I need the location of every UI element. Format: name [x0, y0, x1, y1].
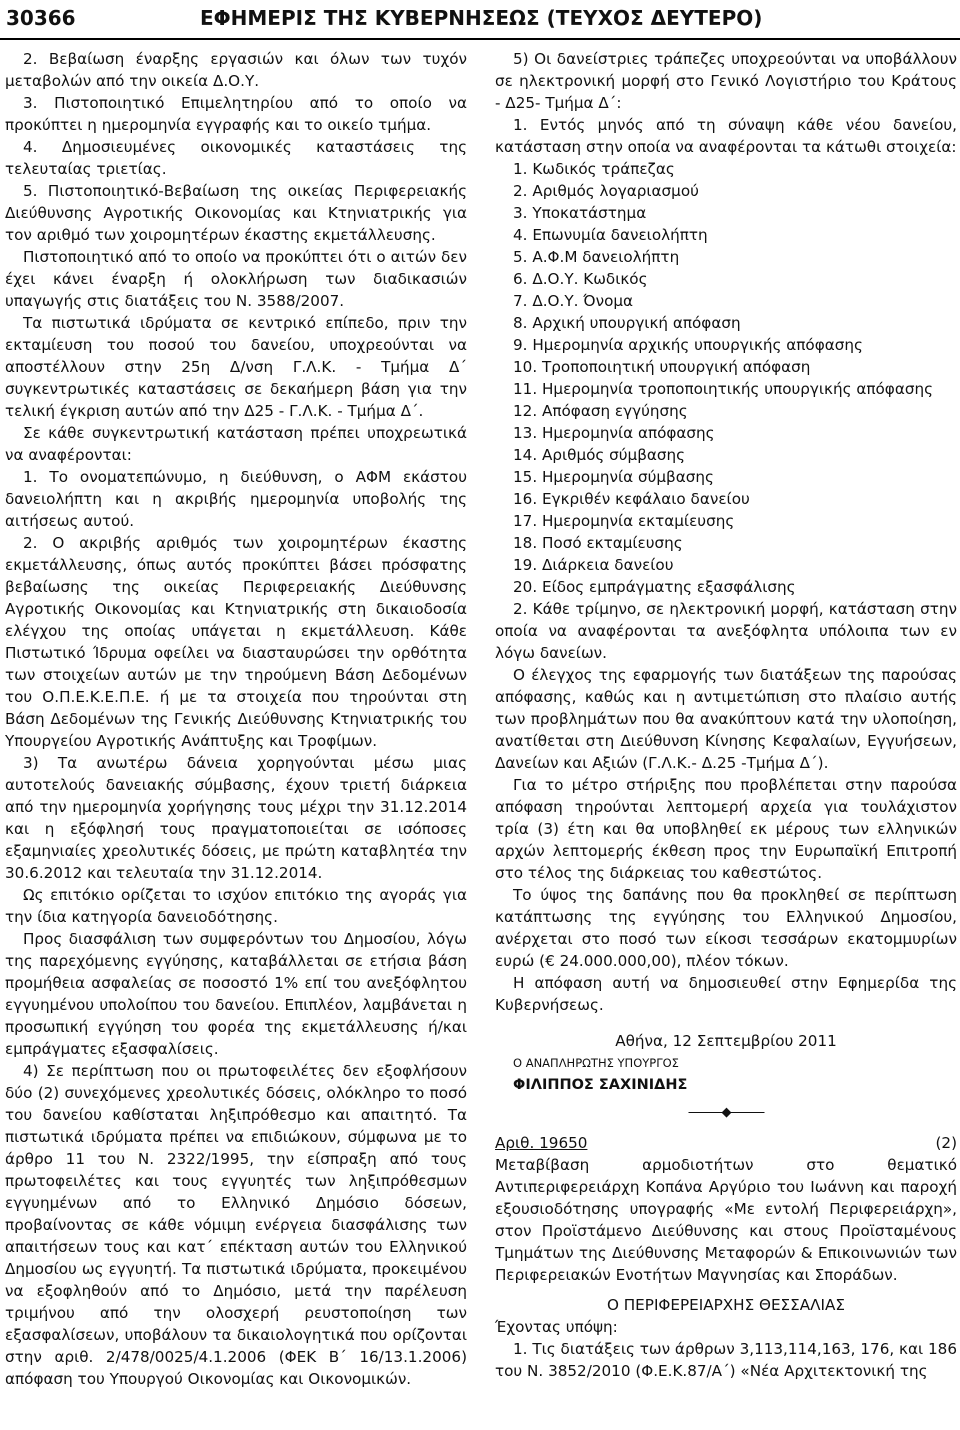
having-regard-heading: Έχοντας υπόψη:	[495, 1318, 618, 1336]
list-item: 4. Επωνυμία δανειολήπτη	[513, 226, 708, 244]
paragraph: Το ύψος της δαπάνης που θα προκληθεί σε περίπτωση κατάπτωσης της εγγύησης του Ελληνικού Δημοσίου, ανέρχεται στο ποσό των είκοσι τεσσάρων εκατομμυρίων ευρώ (€ 24.000.000,00), πλέον τόκων.	[495, 886, 957, 970]
paragraph: Σε κάθε συγκεντρωτική κατάσταση πρέπει υποχρεωτικά να αναφέρονται:	[5, 424, 467, 464]
list-item: 12. Απόφαση εγγύησης	[513, 402, 688, 420]
list-item: 13. Ημερομηνία απόφασης	[513, 424, 715, 442]
data-fields-list	[495, 158, 957, 598]
paragraph: 3) Τα ανωτέρω δάνεια χορηγούνται μέσω μιας αυτοτελούς δανειακής σύμβασης, έχουν τριετή διάρκεια από την ημερομηνία χορήγησης τους μέχρι την 31.12.2014 και η εξόφλησή τους πραγματοποιείται σε ισόποσες εξαμηνιαίες χρεολυτικές δόσεις, με πρώτη καταβλητέα την 30.6.2012 και τελευταία την 31.12.2014.	[5, 754, 467, 882]
signer-name: ΦΙΛΙΠΠΟΣ ΣΑΧΙΝΙΔΗΣ	[513, 1077, 688, 1093]
signer-title: Ο ΑΝΑΠΛΗΡΩΤΗΣ ΥΠΟΥΡΓΟΣ	[513, 1056, 679, 1070]
paragraph: Τα πιστωτικά ιδρύματα σε κεντρικό επίπεδο, πριν την εκταμίευση του ποσού του δανείου, υποχρεούνται να αποστέλλουν στην 25η Δ/νση Γ.Λ.Κ. - Τμήμα Δ΄ συγκεντρωτικές καταστάσεις σε δεκαήμερη βάση για την τελική έγκριση αυτών από την Δ25 - Γ.Λ.Κ. - Τμήμα Δ΄.	[5, 314, 467, 420]
paragraph: 2. Βεβαίωση έναρξης εργασιών και όλων των τυχόν μεταβολών από την οικεία Δ.Ο.Υ.	[5, 50, 467, 90]
list-item: 9. Ημερομηνία αρχικής υπουργικής απόφασης	[513, 336, 863, 354]
list-item: 15. Ημερομηνία σύμβασης	[513, 468, 714, 486]
paragraph: 1. Εντός μηνός από τη σύναψη κάθε νέου δανείου, κατάσταση στην οποία να αναφέρονται τα κάτωθι στοιχεία:	[495, 116, 957, 156]
paragraph: 5. Πιστοποιητικό-Βεβαίωση της οικείας Περιφερειακής Διεύθυνσης Αγροτικής Οικονομίας και Κτηνιατρικής για τον αριθμό των χοιρομητέρων έκαστης εκμετάλλευσης.	[5, 182, 467, 244]
left-column	[5, 48, 467, 1390]
paragraph: Προς διασφάλιση των συμφερόντων του Δημοσίου, λόγω της παρεχόμενης εγγύησης, καταβάλλεται σε ετήσια βάση προμήθεια ασφαλείας σε ποσοστό 1% επί του ανεξόφλητου εγγυημένου υπολοίπου του δανείου. Επιπλέον, λαμβάνεται η προσωπική εγγύηση του φορέα της εκμετάλλευσης ή/και εμπράγματες εξασφαλίσεις.	[5, 930, 467, 1058]
section-divider: ⎯⎯⎯⎯⎯⎯◆⎯⎯⎯⎯⎯⎯	[688, 1105, 764, 1120]
right-column	[495, 48, 957, 1382]
page-number: 30366	[6, 6, 76, 30]
decision-header	[495, 1132, 957, 1154]
gazette-title: ΕΦΗΜΕΡΙΣ ΤΗΣ ΚΥΒΕΡΝΗΣΕΩΣ (ΤΕΥΧΟΣ ΔΕΥΤΕΡΟ)	[200, 6, 763, 30]
list-item: 14. Αριθμός σύμβασης	[513, 446, 686, 464]
paragraph: 3. Πιστοποιητικό Επιμελητηρίου από το οποίο να προκύπτει η ημερομηνία εγγραφής και το οικείο τμήμα.	[5, 94, 467, 134]
paragraph: Ο έλεγχος της εφαρμογής των διατάξεων της παρούσας απόφασης, καθώς και η αντιμετώπιση στο πλαίσιο αυτής των προβλημάτων που θα ανακύπτουν κατά την υλοποίηση, ανατίθεται στη Διεύθυνση Κίνησης Κεφαλαίων, Εγγυήσεων, Δανείων και Αξιών (Γ.Λ.Κ.- Δ.25 -Τμήμα Δ΄).	[495, 666, 957, 772]
decision-title: Μεταβίβαση αρμοδιοτήτων στο θεματικό Αντιπεριφερειάρχη Κοπάνα Αργύριο του Ιωάννη και παροχή εξουσιοδότησης υπογραφής «Με εντολή Περιφερειάρχη», στον Προϊστάμενο Διεύθυνσης και στους Προϊσταμένους Τμημάτων της Διεύθυνσης Μεταφορών & Επικοινωνιών των Περιφερειακών Ενοτήτων Μαγνησίας και Σποράδων.	[495, 1156, 957, 1284]
decision-sequence: (2)	[935, 1134, 957, 1152]
list-item: 17. Ημερομηνία εκταμίευσης	[513, 512, 735, 530]
page-header	[0, 0, 960, 40]
issuing-authority: Ο ΠΕΡΙΦΕΡΕΙΑΡΧΗΣ ΘΕΣΣΑΛΙΑΣ	[606, 1296, 845, 1314]
header-rule	[0, 38, 960, 40]
list-item: 10. Τροποποιητική υπουργική απόφαση	[513, 358, 811, 376]
list-item: 11. Ημερομηνία τροποποιητικής υπουργικής απόφασης	[513, 380, 934, 398]
decision-number: Αριθ. 19650	[495, 1134, 588, 1152]
list-item: 1. Κωδικός τράπεζας	[513, 160, 675, 178]
paragraph: 5) Οι δανείστριες τράπεζες υποχρεούνται να υποβάλλουν σε ηλεκτρονική μορφή στο Γενικό Λογιστήριο του Κράτους - Δ25- Τμήμα Δ΄:	[495, 50, 957, 112]
list-item: 18. Ποσό εκταμίευσης	[513, 534, 683, 552]
paragraph: Η απόφαση αυτή να δημοσιευθεί στην Εφημερίδα της Κυβερνήσεως.	[495, 974, 957, 1014]
paragraph: 1. Το ονοματεπώνυμο, η διεύθυνση, ο ΑΦΜ εκάστου δανειολήπτη και η ακριβής ημερομηνία υποβολής της αιτήσεως αυτού.	[5, 468, 467, 530]
list-item: 6. Δ.Ο.Υ. Κωδικός	[513, 270, 648, 288]
list-item: 20. Είδος εμπράγματης εξασφάλισης	[513, 578, 796, 596]
paragraph: Πιστοποιητικό από το οποίο να προκύπτει ότι ο αιτών δεν έχει κάνει έναρξη ή ολοκλήρωση των διαδικασιών υπαγωγής στις διατάξεις του Ν. 3588/2007.	[5, 248, 467, 310]
list-item: 7. Δ.Ο.Υ. Όνομα	[513, 292, 634, 310]
paragraph: Ως επιτόκιο ορίζεται το ισχύον επιτόκιο της αγοράς για την ίδια κατηγορία δανειοδότησης.	[5, 886, 467, 926]
paragraph: 2. Κάθε τρίμηνο, σε ηλεκτρονική μορφή, κατάσταση στην οποία να αναφέρονται τα ανεξόφλητα υπόλοιπα των εν λόγω δανείων.	[495, 600, 957, 662]
list-item: 8. Αρχική υπουργική απόφαση	[513, 314, 741, 332]
list-item: 19. Διάρκεια δανείου	[513, 556, 674, 574]
paragraph: 1. Τις διατάξεις των άρθρων 3,113,114,163, 176, και 186 του Ν. 3852/2010 (Φ.Ε.Κ.87/Α΄) «Νέα Αρχιτεκτονική της	[495, 1340, 957, 1380]
list-item: 2. Αριθμός λογαριασμού	[513, 182, 699, 200]
list-item: 3. Υποκατάστημα	[513, 204, 647, 222]
paragraph: 4) Σε περίπτωση που οι πρωτοφειλέτες δεν εξοφλήσουν δύο (2) συνεχόμενες χρεολυτικές δόσεις, ολόκληρο το ποσό του δανείου καθίσταται ληξιπρόθεσμο και απαιτητό. Τα πιστωτικά ιδρύματα πρέπει να επιδιώκουν, σύμφωνα με το άρθρο 11 του Ν. 2322/1995, την είσπραξη από τους πρωτοφειλέτες και τους εγγυητές των ληξιπρόθεσμων εγγυημένων από το Ελληνικό Δημόσιο δόσεων, προβαίνοντας σε κάθε νόμιμη ενέργεια διασφάλισης των απαιτήσεων τους και κατ΄ επέκταση αυτών του Ελληνικού Δημοσίου ως εγγυητή. Τα πιστωτικά ιδρύματα, προκειμένου να εξοφληθούν από το Δημόσιο, μετά την παρέλευση τριμήνου από την ολοσχερή ρευστοποίηση των εξασφαλίσεων, υποβάλουν τα δικαιολογητικά που ορίζονται στην αριθ. 2/478/0025/4.1.2006 (ΦΕΚ Β΄ 16/13.1.2006) απόφαση του Υπουργού Οικονομίας και Οικονομικών.	[5, 1062, 467, 1388]
place-date: Αθήνα, 12 Σεπτεμβρίου 2011	[615, 1032, 837, 1050]
paragraph: Για το μέτρο στήριξης που προβλέπεται στην παρούσα απόφαση τηρούνται λεπτομερή αρχεία για τουλάχιστον τρία (3) έτη και θα υποβληθεί εκ μέρους των ελληνικών αρχών λεπτομερής έκθεση προς την Ευρωπαϊκή Επιτροπή στο τέλος της διάρκειας του καθεστώτος.	[495, 776, 957, 882]
paragraph: 4. Δημοσιευμένες οικονομικές καταστάσεις της τελευταίας τριετίας.	[5, 138, 467, 178]
paragraph: 2. Ο ακριβής αριθμός των χοιρομητέρων έκαστης εκμετάλλευσης, όπως αυτός προκύπτει βάσει πρόσφατης βεβαίωσης της οικείας Περιφερειακής Διεύθυνσης Αγροτικής Οικονομίας και Κτηνιατρικής στη δικαιοδοσία ελέγχου της οποίας υπάγεται η εκμετάλλευση. Κάθε Πιστωτικό Ίδρυμα οφείλει να διασταυρώσει την ορθότητα των στοιχείων αυτών με την τηρούμενη Βάση Δεδομένων του Ο.Π.Ε.Κ.Ε.Π.Ε. ή με τα στοιχεία που τηρούνται στη Βάση Δεδομένων της Γενικής Διεύθυνσης Κτηνιατρικής του Υπουργείου Αγροτικής Ανάπτυξης και Τροφίμων.	[5, 534, 467, 750]
list-item: 16. Εγκριθέν κεφάλαιο δανείου	[513, 490, 750, 508]
list-item: 5. Α.Φ.Μ δανειολήπτη	[513, 248, 680, 266]
